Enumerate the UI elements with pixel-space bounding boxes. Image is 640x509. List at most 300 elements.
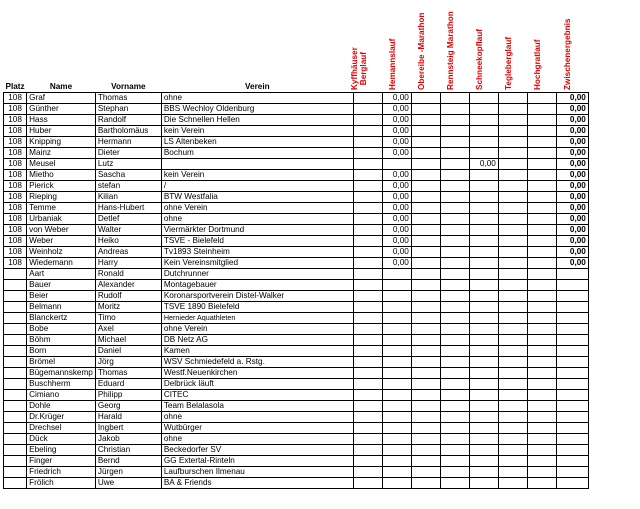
cell-platz[interactable]: 108 [4, 236, 27, 247]
cell-schneekopflauf[interactable] [469, 203, 498, 214]
cell-name[interactable]: Wiedemann [27, 258, 96, 269]
cell-schneekopflauf[interactable] [469, 148, 498, 159]
cell-zwischenergebnis[interactable]: 0,00 [556, 148, 588, 159]
cell-name[interactable]: Finger [27, 456, 96, 467]
cell-obereibe[interactable] [411, 401, 440, 412]
cell-schneekopflauf[interactable] [469, 324, 498, 335]
cell-hemannslauf[interactable]: 0,00 [382, 170, 411, 181]
cell-hemannslauf[interactable] [382, 291, 411, 302]
cell-zwischenergebnis[interactable] [556, 324, 588, 335]
cell-obereibe[interactable] [411, 126, 440, 137]
cell-obereibe[interactable] [411, 137, 440, 148]
cell-zwischenergebnis[interactable]: 0,00 [556, 225, 588, 236]
cell-vorname[interactable]: Bartholomäus [95, 126, 161, 137]
cell-verein[interactable]: kein Verein [161, 170, 353, 181]
cell-vorname[interactable]: Thomas [95, 93, 161, 104]
cell-rennsteig[interactable] [440, 456, 469, 467]
cell-schneekopflauf[interactable] [469, 225, 498, 236]
cell-hochgratlauf[interactable] [527, 115, 556, 126]
cell-verein[interactable]: BTW Westfalia [161, 192, 353, 203]
cell-rennsteig[interactable] [440, 368, 469, 379]
cell-verein[interactable]: Dutchrunner [161, 269, 353, 280]
cell-verein[interactable]: Koronarsportverein Distel-Walker [161, 291, 353, 302]
cell-schneekopflauf[interactable] [469, 170, 498, 181]
cell-platz[interactable] [4, 445, 27, 456]
cell-hochgratlauf[interactable] [527, 258, 556, 269]
cell-hochgratlauf[interactable] [527, 214, 556, 225]
cell-obereibe[interactable] [411, 302, 440, 313]
cell-hemannslauf[interactable]: 0,00 [382, 203, 411, 214]
cell-zwischenergebnis[interactable] [556, 445, 588, 456]
cell-hochgratlauf[interactable] [527, 181, 556, 192]
cell-hemannslauf[interactable]: 0,00 [382, 126, 411, 137]
cell-zwischenergebnis[interactable] [556, 302, 588, 313]
cell-obereibe[interactable] [411, 181, 440, 192]
cell-verein[interactable]: TSVE 1890 Bielefeld [161, 302, 353, 313]
cell-zwischenergebnis[interactable] [556, 390, 588, 401]
cell-kyffhaeuser[interactable] [353, 225, 382, 236]
cell-hemannslauf[interactable] [382, 423, 411, 434]
cell-hemannslauf[interactable]: 0,00 [382, 247, 411, 258]
cell-kyffhaeuser[interactable] [353, 104, 382, 115]
cell-hochgratlauf[interactable] [527, 390, 556, 401]
cell-platz[interactable]: 108 [4, 137, 27, 148]
cell-rennsteig[interactable] [440, 478, 469, 489]
cell-hemannslauf[interactable] [382, 302, 411, 313]
cell-schneekopflauf[interactable] [469, 115, 498, 126]
cell-verein[interactable]: ohne [161, 434, 353, 445]
cell-schneekopflauf[interactable] [469, 236, 498, 247]
cell-kyffhaeuser[interactable] [353, 137, 382, 148]
cell-verein[interactable]: BBS Wechloy Oldenburg [161, 104, 353, 115]
cell-schneekopflauf[interactable] [469, 456, 498, 467]
cell-tegleberglauf[interactable] [498, 434, 527, 445]
cell-obereibe[interactable] [411, 467, 440, 478]
cell-verein[interactable]: Kamen [161, 346, 353, 357]
cell-schneekopflauf[interactable] [469, 181, 498, 192]
cell-vorname[interactable]: Michael [95, 335, 161, 346]
cell-kyffhaeuser[interactable] [353, 181, 382, 192]
cell-name[interactable]: Graf [27, 93, 96, 104]
cell-zwischenergebnis[interactable] [556, 456, 588, 467]
cell-hochgratlauf[interactable] [527, 302, 556, 313]
cell-platz[interactable]: 108 [4, 104, 27, 115]
cell-schneekopflauf[interactable] [469, 214, 498, 225]
cell-kyffhaeuser[interactable] [353, 324, 382, 335]
cell-verein[interactable]: TSVE - Bielefeld [161, 236, 353, 247]
cell-platz[interactable] [4, 346, 27, 357]
cell-hochgratlauf[interactable] [527, 368, 556, 379]
cell-vorname[interactable]: Harald [95, 412, 161, 423]
cell-rennsteig[interactable] [440, 258, 469, 269]
cell-kyffhaeuser[interactable] [353, 214, 382, 225]
cell-tegleberglauf[interactable] [498, 192, 527, 203]
cell-kyffhaeuser[interactable] [353, 236, 382, 247]
cell-platz[interactable] [4, 390, 27, 401]
cell-rennsteig[interactable] [440, 104, 469, 115]
cell-kyffhaeuser[interactable] [353, 401, 382, 412]
cell-name[interactable]: Cimiano [27, 390, 96, 401]
cell-kyffhaeuser[interactable] [353, 170, 382, 181]
cell-vorname[interactable]: Bernd [95, 456, 161, 467]
cell-obereibe[interactable] [411, 159, 440, 170]
cell-obereibe[interactable] [411, 115, 440, 126]
cell-hochgratlauf[interactable] [527, 225, 556, 236]
cell-obereibe[interactable] [411, 258, 440, 269]
cell-vorname[interactable]: Andreas [95, 247, 161, 258]
cell-verein[interactable]: Team Belalasola [161, 401, 353, 412]
cell-kyffhaeuser[interactable] [353, 93, 382, 104]
cell-verein[interactable]: Delbrück läuft [161, 379, 353, 390]
cell-tegleberglauf[interactable] [498, 214, 527, 225]
cell-platz[interactable] [4, 368, 27, 379]
cell-rennsteig[interactable] [440, 434, 469, 445]
cell-vorname[interactable]: Hermann [95, 137, 161, 148]
cell-tegleberglauf[interactable] [498, 313, 527, 324]
cell-schneekopflauf[interactable] [469, 434, 498, 445]
cell-rennsteig[interactable] [440, 214, 469, 225]
cell-kyffhaeuser[interactable] [353, 192, 382, 203]
cell-kyffhaeuser[interactable] [353, 335, 382, 346]
cell-platz[interactable] [4, 280, 27, 291]
cell-vorname[interactable]: Jakob [95, 434, 161, 445]
cell-kyffhaeuser[interactable] [353, 434, 382, 445]
cell-hochgratlauf[interactable] [527, 192, 556, 203]
cell-schneekopflauf[interactable] [469, 93, 498, 104]
cell-obereibe[interactable] [411, 456, 440, 467]
cell-rennsteig[interactable] [440, 313, 469, 324]
cell-hemannslauf[interactable] [382, 324, 411, 335]
cell-vorname[interactable]: Georg [95, 401, 161, 412]
cell-obereibe[interactable] [411, 148, 440, 159]
cell-name[interactable]: Mietho [27, 170, 96, 181]
cell-verein[interactable]: CITEC [161, 390, 353, 401]
cell-hemannslauf[interactable]: 0,00 [382, 93, 411, 104]
cell-hochgratlauf[interactable] [527, 159, 556, 170]
cell-rennsteig[interactable] [440, 357, 469, 368]
cell-name[interactable]: Belmann [27, 302, 96, 313]
cell-kyffhaeuser[interactable] [353, 126, 382, 137]
cell-zwischenergebnis[interactable] [556, 335, 588, 346]
cell-vorname[interactable]: Dieter [95, 148, 161, 159]
cell-hochgratlauf[interactable] [527, 346, 556, 357]
cell-vorname[interactable]: Detlef [95, 214, 161, 225]
cell-vorname[interactable]: Walter [95, 225, 161, 236]
cell-tegleberglauf[interactable] [498, 335, 527, 346]
cell-hemannslauf[interactable]: 0,00 [382, 236, 411, 247]
cell-obereibe[interactable] [411, 236, 440, 247]
cell-zwischenergebnis[interactable] [556, 269, 588, 280]
cell-platz[interactable] [4, 291, 27, 302]
cell-name[interactable]: Rieping [27, 192, 96, 203]
cell-obereibe[interactable] [411, 357, 440, 368]
cell-vorname[interactable]: Timo [95, 313, 161, 324]
cell-platz[interactable] [4, 269, 27, 280]
cell-tegleberglauf[interactable] [498, 126, 527, 137]
cell-verein[interactable]: Kein Vereinsmitglied [161, 258, 353, 269]
cell-vorname[interactable]: Stephan [95, 104, 161, 115]
cell-obereibe[interactable] [411, 324, 440, 335]
cell-obereibe[interactable] [411, 225, 440, 236]
cell-platz[interactable]: 108 [4, 115, 27, 126]
cell-tegleberglauf[interactable] [498, 445, 527, 456]
cell-schneekopflauf[interactable] [469, 313, 498, 324]
cell-verein[interactable] [161, 159, 353, 170]
cell-hemannslauf[interactable]: 0,00 [382, 148, 411, 159]
cell-tegleberglauf[interactable] [498, 104, 527, 115]
cell-schneekopflauf[interactable] [469, 390, 498, 401]
cell-hochgratlauf[interactable] [527, 247, 556, 258]
cell-zwischenergebnis[interactable]: 0,00 [556, 236, 588, 247]
cell-hemannslauf[interactable] [382, 280, 411, 291]
cell-kyffhaeuser[interactable] [353, 423, 382, 434]
cell-platz[interactable]: 108 [4, 258, 27, 269]
cell-rennsteig[interactable] [440, 170, 469, 181]
cell-hemannslauf[interactable] [382, 390, 411, 401]
cell-name[interactable]: Beier [27, 291, 96, 302]
cell-hochgratlauf[interactable] [527, 379, 556, 390]
cell-obereibe[interactable] [411, 445, 440, 456]
cell-hochgratlauf[interactable] [527, 434, 556, 445]
cell-name[interactable]: Urbaniak [27, 214, 96, 225]
cell-platz[interactable]: 108 [4, 192, 27, 203]
cell-name[interactable]: Temme [27, 203, 96, 214]
cell-kyffhaeuser[interactable] [353, 412, 382, 423]
cell-obereibe[interactable] [411, 335, 440, 346]
cell-rennsteig[interactable] [440, 236, 469, 247]
cell-platz[interactable] [4, 401, 27, 412]
cell-name[interactable]: Ebeling [27, 445, 96, 456]
cell-tegleberglauf[interactable] [498, 170, 527, 181]
cell-platz[interactable] [4, 302, 27, 313]
cell-hemannslauf[interactable] [382, 379, 411, 390]
cell-rennsteig[interactable] [440, 269, 469, 280]
cell-obereibe[interactable] [411, 478, 440, 489]
cell-schneekopflauf[interactable] [469, 192, 498, 203]
cell-platz[interactable] [4, 467, 27, 478]
cell-hemannslauf[interactable] [382, 159, 411, 170]
cell-kyffhaeuser[interactable] [353, 313, 382, 324]
cell-name[interactable]: Böhm [27, 335, 96, 346]
cell-tegleberglauf[interactable] [498, 159, 527, 170]
cell-kyffhaeuser[interactable] [353, 269, 382, 280]
cell-name[interactable]: Knipping [27, 137, 96, 148]
cell-hemannslauf[interactable]: 0,00 [382, 137, 411, 148]
cell-obereibe[interactable] [411, 214, 440, 225]
cell-hochgratlauf[interactable] [527, 357, 556, 368]
cell-tegleberglauf[interactable] [498, 115, 527, 126]
cell-schneekopflauf[interactable] [469, 269, 498, 280]
cell-rennsteig[interactable] [440, 302, 469, 313]
cell-verein[interactable]: Laufburschen Ilmenau [161, 467, 353, 478]
cell-hochgratlauf[interactable] [527, 401, 556, 412]
cell-hemannslauf[interactable] [382, 434, 411, 445]
cell-rennsteig[interactable] [440, 291, 469, 302]
cell-platz[interactable] [4, 434, 27, 445]
cell-zwischenergebnis[interactable]: 0,00 [556, 159, 588, 170]
cell-zwischenergebnis[interactable]: 0,00 [556, 137, 588, 148]
cell-zwischenergebnis[interactable] [556, 412, 588, 423]
cell-tegleberglauf[interactable] [498, 478, 527, 489]
cell-hochgratlauf[interactable] [527, 456, 556, 467]
cell-schneekopflauf[interactable] [469, 412, 498, 423]
cell-hemannslauf[interactable] [382, 346, 411, 357]
cell-schneekopflauf[interactable] [469, 247, 498, 258]
cell-hemannslauf[interactable] [382, 357, 411, 368]
cell-zwischenergebnis[interactable]: 0,00 [556, 181, 588, 192]
cell-kyffhaeuser[interactable] [353, 159, 382, 170]
cell-hochgratlauf[interactable] [527, 170, 556, 181]
cell-zwischenergebnis[interactable] [556, 357, 588, 368]
cell-kyffhaeuser[interactable] [353, 115, 382, 126]
cell-rennsteig[interactable] [440, 115, 469, 126]
cell-verein[interactable]: ohne Verein [161, 203, 353, 214]
cell-hemannslauf[interactable] [382, 478, 411, 489]
cell-verein[interactable]: Westf.Neuenkirchen [161, 368, 353, 379]
cell-kyffhaeuser[interactable] [353, 357, 382, 368]
cell-verein[interactable]: ohne Verein [161, 324, 353, 335]
cell-vorname[interactable]: stefan [95, 181, 161, 192]
cell-kyffhaeuser[interactable] [353, 302, 382, 313]
cell-obereibe[interactable] [411, 423, 440, 434]
cell-schneekopflauf[interactable] [469, 379, 498, 390]
cell-platz[interactable] [4, 456, 27, 467]
cell-zwischenergebnis[interactable] [556, 467, 588, 478]
cell-vorname[interactable]: Uwe [95, 478, 161, 489]
cell-kyffhaeuser[interactable] [353, 456, 382, 467]
cell-hochgratlauf[interactable] [527, 445, 556, 456]
cell-rennsteig[interactable] [440, 445, 469, 456]
cell-zwischenergebnis[interactable] [556, 434, 588, 445]
cell-platz[interactable] [4, 412, 27, 423]
cell-hemannslauf[interactable] [382, 412, 411, 423]
cell-kyffhaeuser[interactable] [353, 478, 382, 489]
cell-platz[interactable] [4, 335, 27, 346]
cell-hemannslauf[interactable] [382, 456, 411, 467]
cell-name[interactable]: Pierick [27, 181, 96, 192]
cell-hochgratlauf[interactable] [527, 478, 556, 489]
cell-hochgratlauf[interactable] [527, 148, 556, 159]
cell-rennsteig[interactable] [440, 379, 469, 390]
cell-obereibe[interactable] [411, 346, 440, 357]
cell-tegleberglauf[interactable] [498, 357, 527, 368]
cell-verein[interactable]: BA & Friends [161, 478, 353, 489]
cell-platz[interactable]: 108 [4, 203, 27, 214]
cell-hemannslauf[interactable]: 0,00 [382, 181, 411, 192]
cell-obereibe[interactable] [411, 434, 440, 445]
cell-vorname[interactable]: Moritz [95, 302, 161, 313]
cell-hochgratlauf[interactable] [527, 137, 556, 148]
cell-vorname[interactable]: Philipp [95, 390, 161, 401]
cell-obereibe[interactable] [411, 93, 440, 104]
cell-schneekopflauf[interactable] [469, 104, 498, 115]
cell-vorname[interactable]: Eduard [95, 379, 161, 390]
cell-obereibe[interactable] [411, 390, 440, 401]
cell-name[interactable]: Weinholz [27, 247, 96, 258]
cell-hochgratlauf[interactable] [527, 269, 556, 280]
cell-schneekopflauf[interactable] [469, 357, 498, 368]
cell-name[interactable]: Hass [27, 115, 96, 126]
cell-obereibe[interactable] [411, 170, 440, 181]
cell-name[interactable]: Frölich [27, 478, 96, 489]
cell-verein[interactable]: Beckedorfer SV [161, 445, 353, 456]
cell-kyffhaeuser[interactable] [353, 280, 382, 291]
cell-platz[interactable]: 108 [4, 126, 27, 137]
cell-zwischenergebnis[interactable]: 0,00 [556, 203, 588, 214]
cell-kyffhaeuser[interactable] [353, 445, 382, 456]
cell-schneekopflauf[interactable] [469, 423, 498, 434]
cell-hemannslauf[interactable]: 0,00 [382, 214, 411, 225]
cell-tegleberglauf[interactable] [498, 379, 527, 390]
cell-zwischenergebnis[interactable]: 0,00 [556, 170, 588, 181]
cell-kyffhaeuser[interactable] [353, 148, 382, 159]
cell-name[interactable]: Dohle [27, 401, 96, 412]
cell-schneekopflauf[interactable] [469, 346, 498, 357]
cell-zwischenergebnis[interactable] [556, 368, 588, 379]
cell-name[interactable]: Bobe [27, 324, 96, 335]
cell-tegleberglauf[interactable] [498, 467, 527, 478]
cell-platz[interactable]: 108 [4, 247, 27, 258]
cell-obereibe[interactable] [411, 313, 440, 324]
cell-obereibe[interactable] [411, 269, 440, 280]
cell-hochgratlauf[interactable] [527, 324, 556, 335]
cell-verein[interactable]: kein Verein [161, 126, 353, 137]
cell-rennsteig[interactable] [440, 93, 469, 104]
cell-tegleberglauf[interactable] [498, 291, 527, 302]
cell-rennsteig[interactable] [440, 192, 469, 203]
cell-platz[interactable]: 108 [4, 148, 27, 159]
cell-obereibe[interactable] [411, 379, 440, 390]
cell-zwischenergebnis[interactable]: 0,00 [556, 214, 588, 225]
cell-vorname[interactable]: Kilian [95, 192, 161, 203]
cell-platz[interactable]: 108 [4, 214, 27, 225]
cell-platz[interactable] [4, 423, 27, 434]
cell-verein[interactable]: Viermärkter Dortmund [161, 225, 353, 236]
cell-vorname[interactable]: Hans-Hubert [95, 203, 161, 214]
cell-verein[interactable]: Bochum [161, 148, 353, 159]
cell-name[interactable]: Blanckertz [27, 313, 96, 324]
cell-name[interactable]: Aart [27, 269, 96, 280]
cell-zwischenergebnis[interactable]: 0,00 [556, 247, 588, 258]
cell-hochgratlauf[interactable] [527, 280, 556, 291]
cell-rennsteig[interactable] [440, 247, 469, 258]
cell-platz[interactable]: 108 [4, 170, 27, 181]
cell-hochgratlauf[interactable] [527, 93, 556, 104]
cell-rennsteig[interactable] [440, 423, 469, 434]
cell-verein[interactable]: ohne [161, 412, 353, 423]
cell-kyffhaeuser[interactable] [353, 379, 382, 390]
cell-verein[interactable]: ohne [161, 93, 353, 104]
cell-name[interactable]: Friedrich [27, 467, 96, 478]
cell-name[interactable]: Weber [27, 236, 96, 247]
cell-schneekopflauf[interactable] [469, 302, 498, 313]
cell-verein[interactable]: WSV Schmiedefeld a. Rstg. [161, 357, 353, 368]
cell-zwischenergebnis[interactable] [556, 313, 588, 324]
cell-name[interactable]: Dück [27, 434, 96, 445]
cell-zwischenergebnis[interactable]: 0,00 [556, 126, 588, 137]
cell-schneekopflauf[interactable] [469, 401, 498, 412]
cell-vorname[interactable]: Ingbert [95, 423, 161, 434]
cell-obereibe[interactable] [411, 203, 440, 214]
cell-tegleberglauf[interactable] [498, 390, 527, 401]
cell-schneekopflauf[interactable] [469, 478, 498, 489]
cell-platz[interactable] [4, 357, 27, 368]
cell-rennsteig[interactable] [440, 401, 469, 412]
cell-hemannslauf[interactable]: 0,00 [382, 258, 411, 269]
cell-schneekopflauf[interactable] [469, 445, 498, 456]
cell-tegleberglauf[interactable] [498, 137, 527, 148]
cell-rennsteig[interactable] [440, 148, 469, 159]
